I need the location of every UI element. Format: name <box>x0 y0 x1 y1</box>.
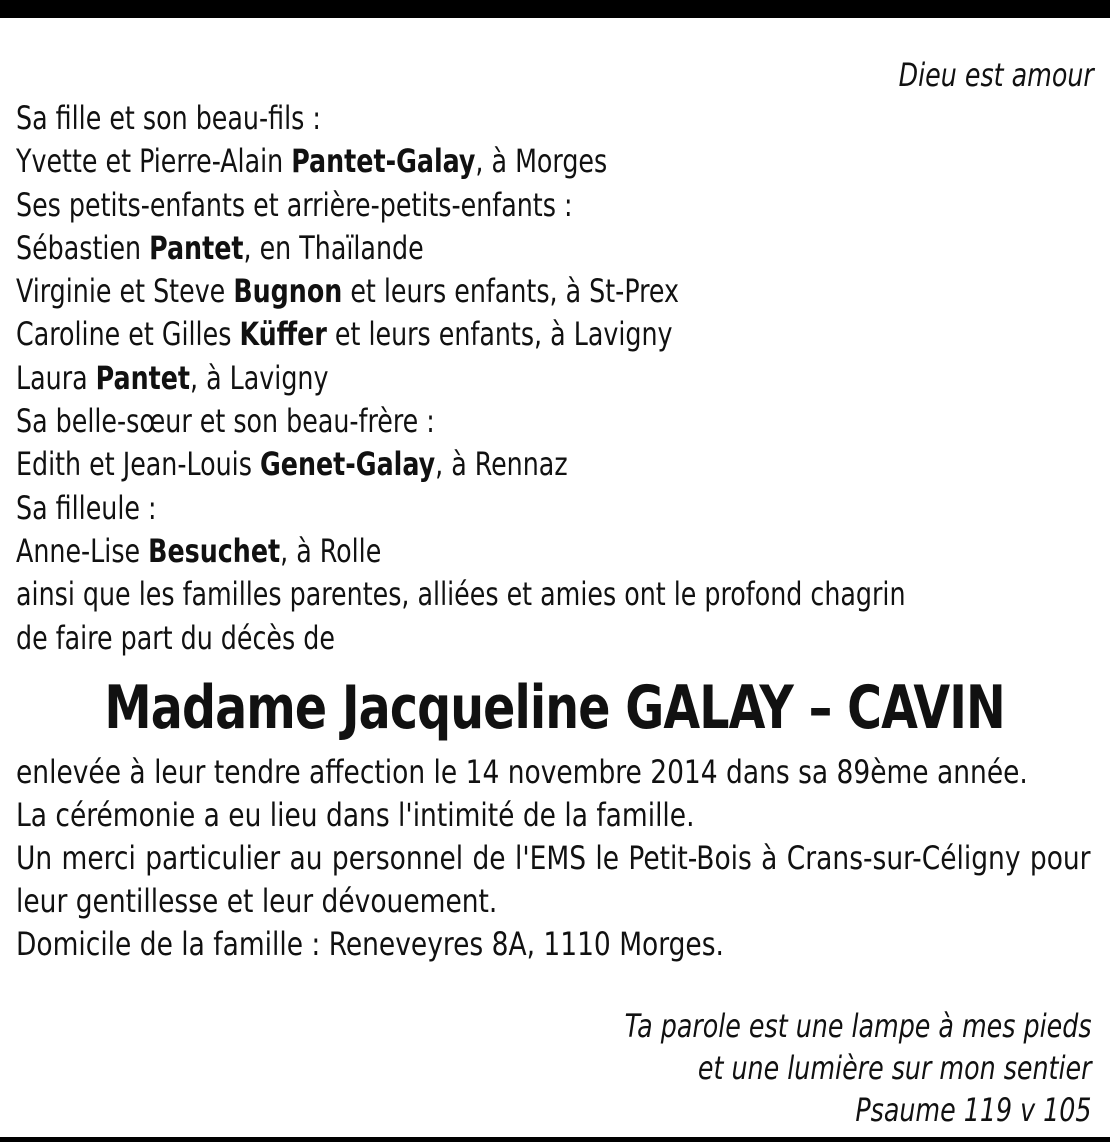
family-line <box>16 270 1037 313</box>
family-line-suffix: , en Thaïlande <box>243 228 424 267</box>
family-surname: Pantet <box>149 228 244 267</box>
family-line-text: Edith et Jean-Louis <box>16 445 260 484</box>
family-line-suffix: , à Lavigny <box>190 358 329 397</box>
family-line <box>16 573 1037 616</box>
family-line <box>16 357 1037 400</box>
family-line <box>16 487 1037 530</box>
family-line-text: Sa belle-sœur et son beau-frère : <box>16 402 435 441</box>
passing-paragraph: enlevée à leur tendre affection le 14 novembre 2014 dans sa 89ème année. <box>16 753 1028 791</box>
deceased-name-heading <box>0 672 1110 744</box>
family-line <box>16 617 1037 660</box>
family-surname: Bugnon <box>233 272 343 311</box>
family-line-text: ainsi que les familles parentes, alliées et amies ont le profond chagrin <box>16 575 906 614</box>
epigraph: Dieu est amour <box>898 56 1094 94</box>
family-line <box>16 443 1037 486</box>
family-line-suffix: , à Rennaz <box>435 445 568 484</box>
family-surname: Besuchet <box>148 531 281 570</box>
family-announcement <box>16 97 1037 660</box>
family-surname: Pantet-Galay <box>291 142 476 181</box>
family-line <box>16 227 1037 270</box>
family-line-text: de faire part du décès de <box>16 618 335 657</box>
deceased-name: Madame Jacqueline GALAY – CAVIN <box>104 673 1006 743</box>
verse-line-1: Ta parole est une lampe à mes pieds <box>625 1007 1092 1045</box>
family-line-text: Laura <box>16 358 96 397</box>
family-line-text: Virginie et Steve <box>16 272 234 311</box>
family-surname: Pantet <box>95 358 191 397</box>
family-surname: Küffer <box>239 315 327 354</box>
family-line-suffix: et leurs enfants, à St-Prex <box>342 272 679 311</box>
family-line <box>16 530 1037 573</box>
family-line <box>16 184 1037 227</box>
domicile-paragraph: Domicile de la famille : Reneveyres 8A, 1110 Morges. <box>16 925 724 963</box>
family-line <box>16 313 1037 356</box>
family-line <box>16 400 1037 443</box>
family-line-suffix: , à Morges <box>475 142 608 181</box>
top-border-rule <box>0 0 1110 18</box>
family-line-text: Caroline et Gilles <box>16 315 240 354</box>
verse-line-2: et une lumière sur mon sentier <box>698 1049 1092 1087</box>
verse-reference: Psaume 119 v 105 <box>855 1091 1092 1129</box>
thanks-paragraph: Un merci particulier au personnel de l'EMS le Petit-Bois à Crans-sur-Céligny pour leur gentillesse et leur dévouement. <box>16 839 1091 920</box>
family-line-text: Ses petits-enfants et arrière-petits-enfants : <box>16 185 573 224</box>
family-surname: Genet-Galay <box>259 445 436 484</box>
family-line-suffix: , à Rolle <box>280 531 382 570</box>
family-line-text: Yvette et Pierre-Alain <box>16 142 292 181</box>
bottom-border-rule <box>0 1137 1110 1142</box>
family-line-text: Sa filleule : <box>16 488 157 527</box>
family-line <box>16 140 1037 183</box>
closing-verse <box>625 1005 1092 1131</box>
family-line-text: Sébastien <box>16 228 150 267</box>
obituary-details <box>16 751 1091 966</box>
family-line-suffix: et leurs enfants, à Lavigny <box>326 315 673 354</box>
family-line-text: Sa fille et son beau-fils : <box>16 99 321 137</box>
family-line-text: Anne-Lise <box>16 531 149 570</box>
family-line <box>16 97 1037 140</box>
ceremony-paragraph: La cérémonie a eu lieu dans l'intimité de la famille. <box>16 796 695 834</box>
